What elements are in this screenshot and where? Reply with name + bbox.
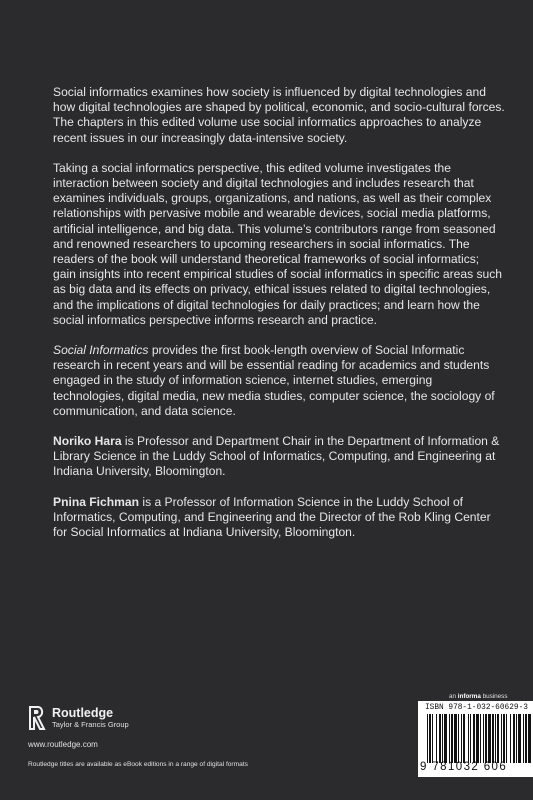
barcode-bar <box>485 714 487 763</box>
barcode-bar <box>436 714 437 763</box>
barcode-bar <box>458 714 459 763</box>
book-title: Social Informatics <box>53 343 149 358</box>
barcode-bar <box>468 714 469 763</box>
paragraph-3-text: provides the first book-length overview of Social Informatic research in recent years and will be essential reading for academics and students engaged in the study of information science, internet studies, emerging technologies, digital media, new media studies, computer science, the sociology of communication, and data science. <box>53 343 495 418</box>
informa-tagline <box>449 693 507 700</box>
barcode-bar <box>506 714 507 763</box>
author-name-fichman: Pnina Fichman <box>53 494 140 509</box>
barcode-bar <box>473 714 475 763</box>
barcode-bar <box>492 714 494 763</box>
barcode-bar <box>488 714 491 763</box>
barcode-bar <box>442 714 443 763</box>
back-cover-text <box>53 85 505 555</box>
barcode-bar <box>497 714 499 763</box>
barcode-bar <box>461 714 462 763</box>
barcode-bar <box>523 714 524 763</box>
barcode-bar <box>518 714 521 763</box>
ebook-footnote: Routledge titles are available as eBook editions in a range of digital formats <box>28 761 248 768</box>
barcode-bar <box>451 714 453 763</box>
paragraph-2: Taking a social informatics perspective, this edited volume investigates the interaction between society and digital technologies and includes research that examines individuals, groups, organizations, and nations, as well as their complex relationships with pervasive mobile and wearable devices, social media platforms, artificial intelligence, and big data. This volume’s contributors range from seasoned and renowned researchers to upcoming researchers in social informatics. The readers of the book will understand theoretical frameworks of social informatics; gain insights into recent empirical studies of social informatics in specific areas such as big data and its effects on privacy, ethical issues related to digital technologies, and the implications of digital technologies for daily practices; and learn how the social informatics perspective informs research and practice. <box>53 160 503 327</box>
author-bio-fichman <box>53 495 505 541</box>
publisher-url[interactable]: www.routledge.com <box>28 740 98 749</box>
barcode-bar <box>516 714 517 763</box>
publisher-logo <box>28 705 129 731</box>
barcode-bar <box>432 714 433 763</box>
publisher-group: Taylor & Francis Group <box>52 720 129 729</box>
barcode-bar <box>525 714 527 763</box>
barcode-bar <box>454 714 457 763</box>
barcode-bar <box>495 714 496 763</box>
barcode-bar <box>510 714 511 763</box>
barcode-bar <box>444 714 447 763</box>
barcode-bar <box>513 714 515 763</box>
paragraph-1: Social informatics examines how society is influenced by digital technologies and how digital technologies are shaped by political, economic, and socio-cultural forces. The chapters in this edited volume use social informatics approaches to analyze recent issues in our increasingly data-intensive society. <box>53 85 505 145</box>
publisher-name: Routledge <box>52 706 114 720</box>
barcode-bar <box>476 714 479 763</box>
barcode-bar <box>480 714 481 763</box>
isbn-label: ISBN 978-1-032-60629-3 <box>425 704 528 712</box>
barcode-bars <box>427 714 531 763</box>
tagline-bold: informa <box>457 693 481 700</box>
author-bio-hara-text: is Professor and Department Chair in the Department of Information & Library Science in the Luddy School of Informatics, Computing, and Engineering at Indiana University, Bloomington. <box>53 434 500 479</box>
tagline-suffix: business <box>480 693 508 700</box>
barcode-bar <box>439 714 441 763</box>
barcode-bar <box>449 714 450 763</box>
tagline-prefix: an <box>449 693 458 700</box>
barcode-bar <box>528 714 531 763</box>
barcode <box>418 701 533 777</box>
barcode-bar <box>427 714 428 763</box>
barcode-bar <box>483 714 484 763</box>
barcode-bar <box>501 714 502 763</box>
barcode-number: 9 781032 606 <box>420 761 508 773</box>
barcode-bar <box>470 714 471 763</box>
barcode-bar <box>429 714 431 763</box>
author-bio-fichman-text: is a Professor of Information Science in the Luddy School of Informatics, Computing, and Engineering and the Director of the Rob Kling Center for Social Informatics at Indiana University, Bloomington. <box>53 494 491 540</box>
barcode-bar <box>503 714 505 763</box>
author-bio-hara <box>53 434 505 480</box>
barcode-bar <box>463 714 465 763</box>
routledge-r-logo-icon <box>28 705 46 731</box>
author-name-hara: Noriko Hara <box>53 434 122 449</box>
paragraph-3 <box>53 343 505 419</box>
